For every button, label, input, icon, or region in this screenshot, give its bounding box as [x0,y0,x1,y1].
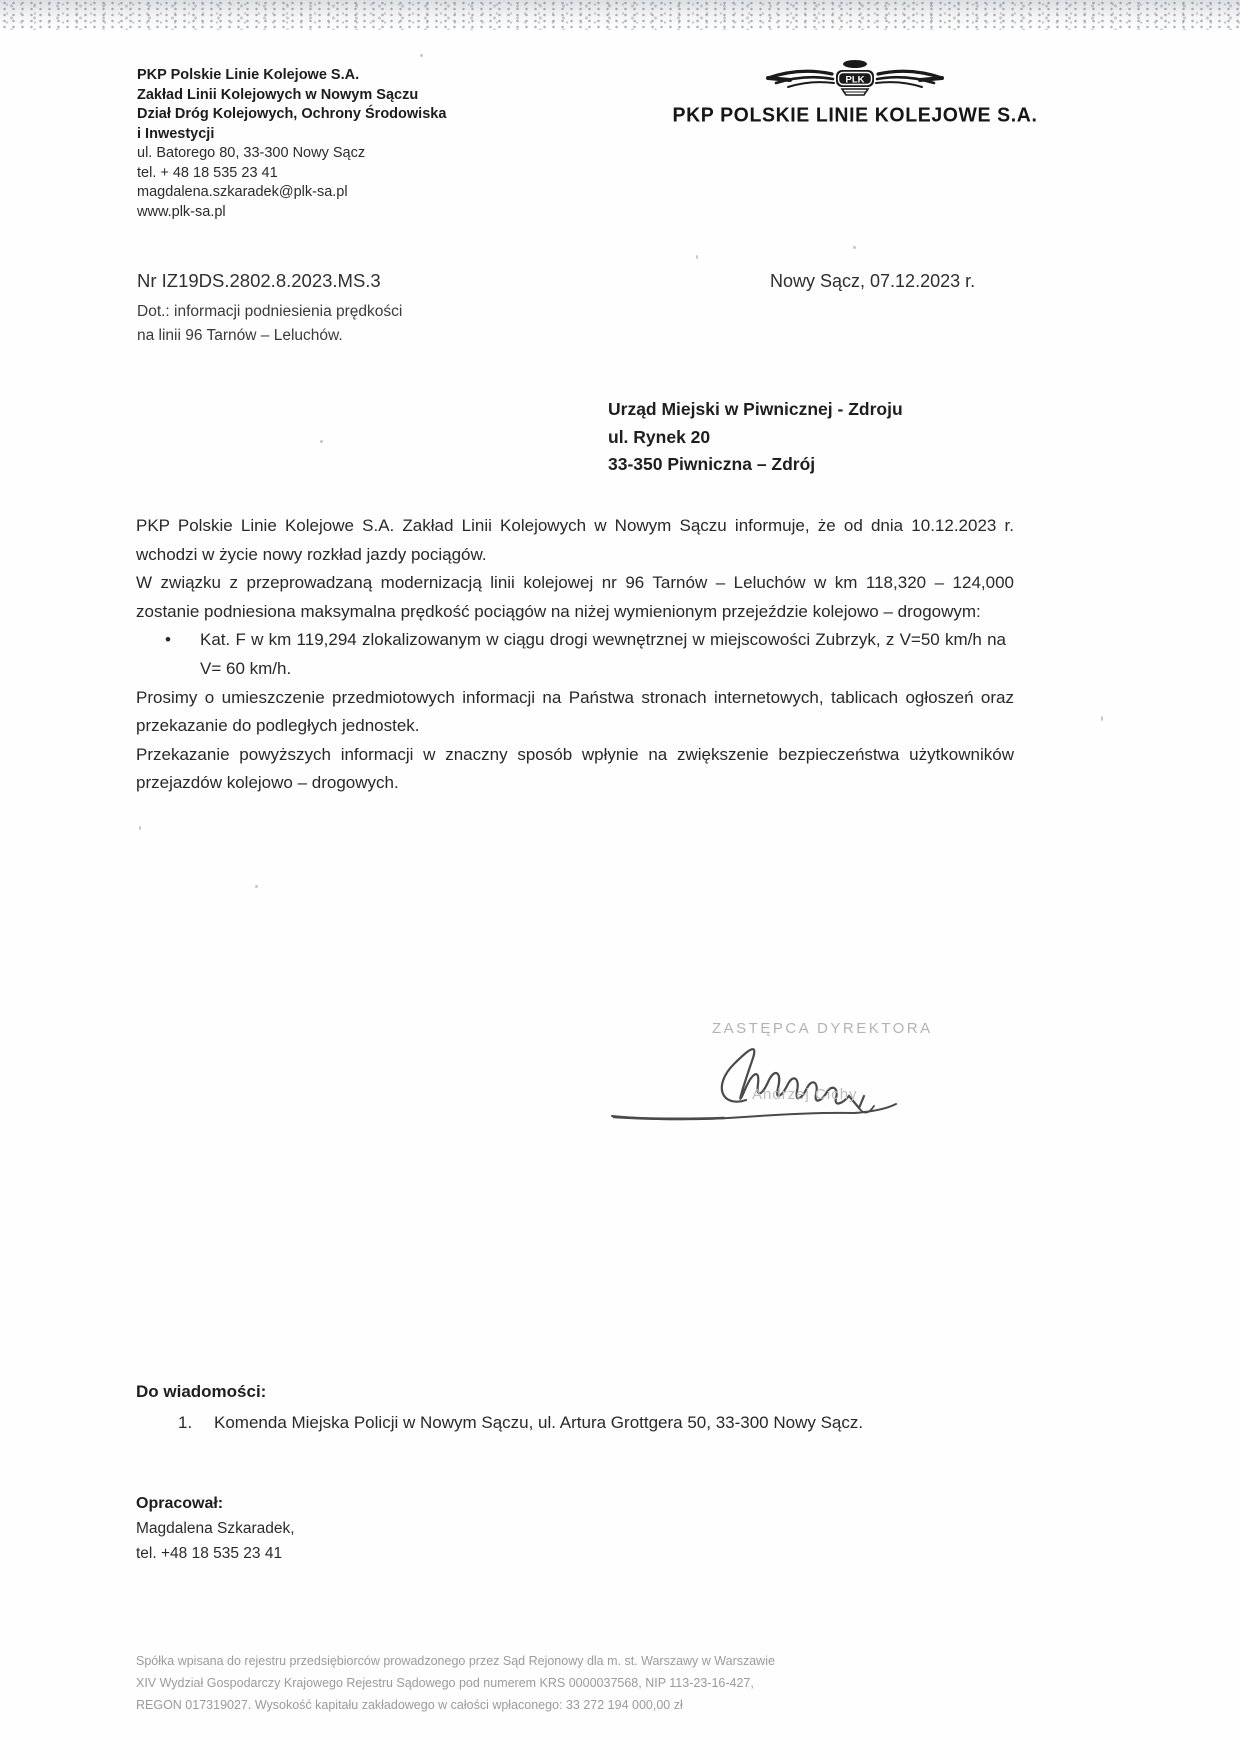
footer-line-2: XIV Wydział Gospodarczy Krajowego Rejestru Sądowego pod numerem KRS 0000037568, NIP 113-23-16-427, [136,1676,754,1690]
subject-line-2: na linii 96 Tarnów – Leluchów. [137,327,343,344]
cc-heading: Do wiadomości: [136,1382,267,1401]
scan-speck [320,440,323,443]
company-logo [660,58,1050,127]
recipient-name: Urząd Miejski w Piwnicznej - Zdroju [608,399,903,419]
place-and-date: Nowy Sącz, 07.12.2023 r. [770,271,976,291]
svg-text:PLK: PLK [845,74,865,86]
brand-name: PKP POLSKIE LINIE KOLEJOWE S.A. [672,103,1038,127]
recipient-block [608,396,903,479]
signature-name: Andrzej Cichy [752,1086,858,1103]
cc-item-text: Komenda Miejska Policji w Nowym Sączu, ul. Artura Grottgera 50, 33-300 Nowy Sącz. [214,1413,864,1432]
sender-department-line: Dział Dróg Kolejowych, Ochrony Środowiska [137,106,447,122]
sender-website: www.plk-sa.pl [137,203,226,220]
scan-speck [696,255,698,259]
scan-speck [420,54,423,57]
sender-department-line2: i Inwestycji [137,125,215,142]
scan-speck [139,826,141,830]
recipient-street: ul. Rynek 20 [608,426,711,447]
prepared-by-heading: Opracował: [136,1495,224,1512]
body-paragraph-2: W związku z przeprowadzaną modernizacją linii kolejowej nr 96 Tarnów – Leluchów w km 118,320 – 124,000 zostanie podniesiona maksymalna prędkość pociągów na niżej wymienionym przejeździe kolejowo – drogowym: [136,573,1014,621]
scan-speck [255,885,258,888]
letter-body [136,512,1014,798]
prepared-by-block [136,1491,295,1566]
sender-email: magdalena.szkaradek@plk-sa.pl [137,184,348,200]
plk-winged-emblem-icon [760,58,950,100]
registry-footer [136,1650,916,1716]
prepared-by-name: Magdalena Szkaradek, [136,1520,295,1537]
bullet-marker: • [165,630,171,650]
signature-title: ZASTĘPCA DYREKTORA [712,1020,933,1037]
sender-phone: tel. + 48 18 535 23 41 [137,164,278,181]
sender-division-line: Zakład Linii Kolejowych w Nowym Sączu [137,86,419,103]
sender-company-line: PKP Polskie Linie Kolejowe S.A. [137,67,360,83]
footer-line-1: Spółka wpisana do rejestru przedsiębiorców prowadzonego przez Sąd Rejonowy dla m. st. Warszawy w Warszawie [136,1654,775,1668]
sender-block [137,66,446,222]
footer-line-3: REGON 017319027. Wysokość kapitału zakładowego w całości wpłaconego: 33 272 194 000,00 zł [136,1698,683,1712]
sender-address: ul. Batorego 80, 33-300 Nowy Sącz [137,145,366,161]
cc-item-number: 1. [178,1413,193,1432]
body-paragraph-3: Prosimy o umieszczenie przedmiotowych informacji na Państwa stronach internetowych, tablicach ogłoszeń oraz przekazanie do podległych jednostek. [136,687,1014,736]
recipient-city: 33-350 Piwniczna – Zdrój [608,454,816,474]
prepared-by-phone: tel. +48 18 535 23 41 [136,1545,283,1562]
body-paragraph-1: PKP Polskie Linie Kolejowe S.A. Zakład Linii Kolejowych w Nowym Sączu informuje, że od dnia 10.12.2023 r. wchodzi w życie nowy rozkład jazdy pociągów. [136,516,1014,564]
bullet-item [136,626,1014,683]
subject-block [137,300,402,348]
subject-line-1: Dot.: informacji podniesienia prędkości [137,303,403,320]
handwritten-signature [604,1034,954,1129]
bullet-text: Kat. F w km 119,294 zlokalizowanym w ciągu drogi wewnętrznej w miejscowości Zubrzyk, z V=50 km/h na V= 60 km/h. [200,630,1006,678]
scan-speck [853,246,856,249]
cc-item [178,1413,863,1433]
scanner-artifact-band [0,0,1240,30]
scan-speck [1101,716,1103,721]
body-paragraph-4: Przekazanie powyższych informacji w znaczny sposób wpłynie na zwiększenie bezpieczeństwa użytkowników przejazdów kolejowo – drogowych. [136,744,1014,793]
reference-number: Nr IZ19DS.2802.8.2023.MS.3 [137,270,381,291]
